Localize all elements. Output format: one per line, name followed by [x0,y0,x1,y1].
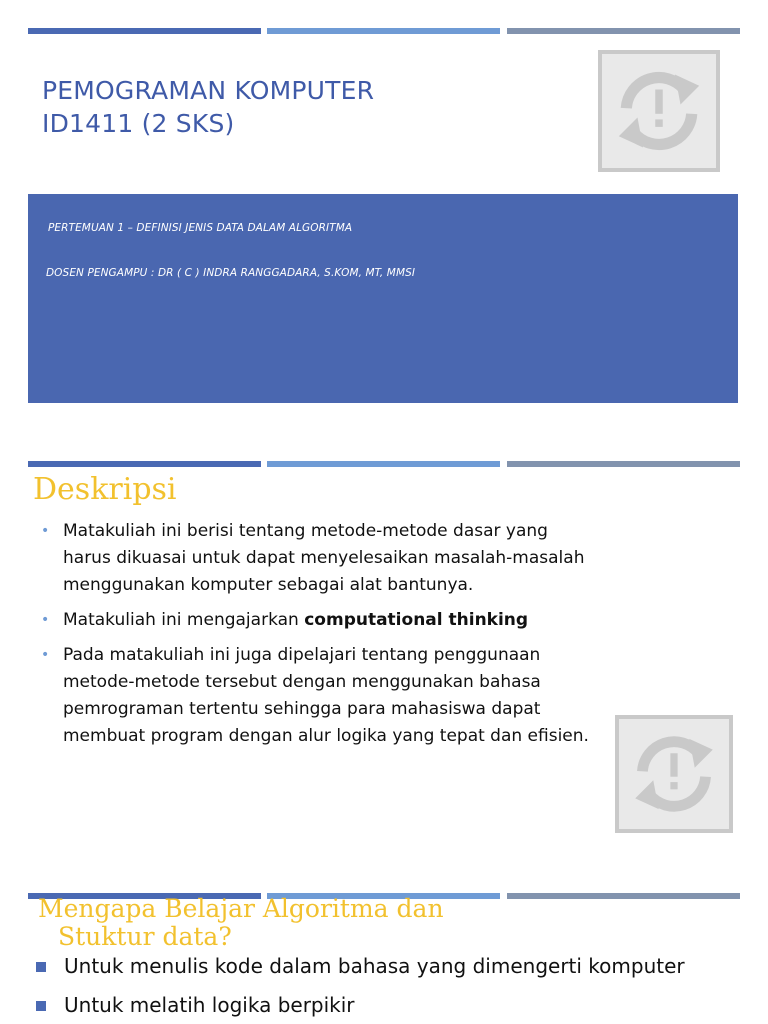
course-title-line1: PEMOGRAMAN KOMPUTER [42,76,375,105]
heading-line2: Stuktur data? [58,922,232,951]
section-heading: Deskripsi [33,472,177,507]
accent-bar [28,28,261,34]
bullet-icon: • [41,612,50,628]
slide-why-learn [0,893,768,1024]
accent-bar [267,461,500,467]
list-item-text: Untuk melatih logika berpikir [64,993,355,1017]
bullet-text: Matakuliah ini berisi tentang metode-metode dasar yang harus dikuasai untuk dapat menyelesaikan masalah-masalah menggunakan komputer sebagai alat bantunya. [63,521,585,595]
bullet-bold-text: computational thinking [304,610,529,630]
accent-bar [267,28,500,34]
broken-image-refresh-icon [602,54,716,168]
bullet-icon: • [41,523,50,539]
square-bullet-icon [36,1001,46,1011]
image-placeholder [598,50,720,172]
list-item [40,642,600,750]
section-heading [38,895,444,951]
list-item [34,992,685,1018]
accent-bar [28,461,261,467]
course-title [42,74,562,140]
accent-bar [507,461,740,467]
reasons-list [34,953,685,1024]
broken-image-refresh-icon [619,719,729,829]
subtitle-band [28,194,738,403]
top-accent-bars [28,461,740,467]
accent-bar [507,28,740,34]
image-placeholder [615,715,733,833]
bullet-icon: • [41,647,50,663]
bullet-text: Pada matakuliah ini juga dipelajari tentang penggunaan metode-metode tersebut dengan menggunakan bahasa pemrograman tertentu sehingga para mahasiswa dapat membuat program dengan alur logika yang tepat dan efisien. [63,645,589,746]
course-title-line2: ID1411 (2 SKS) [42,109,235,138]
list-item [34,953,685,979]
description-list [40,518,600,758]
list-item [40,518,600,599]
top-accent-bars [28,28,740,34]
heading-line1: Mengapa Belajar Algoritma dan [38,894,444,923]
bullet-text: Matakuliah ini mengajarkan [63,610,305,630]
lecturer-subtitle: DOSEN PENGAMPU : DR ( C ) INDRA RANGGADARA, S.KOM, MT, MMSI [46,267,416,279]
list-item-text: Untuk menulis kode dalam bahasa yang dimengerti komputer [64,954,685,978]
list-item [40,607,600,634]
slide-title [0,0,768,440]
square-bullet-icon [36,962,46,972]
meeting-subtitle: PERTEMUAN 1 – DEFINISI JENIS DATA DALAM ALGORITMA [48,222,353,234]
accent-bar [507,893,740,899]
